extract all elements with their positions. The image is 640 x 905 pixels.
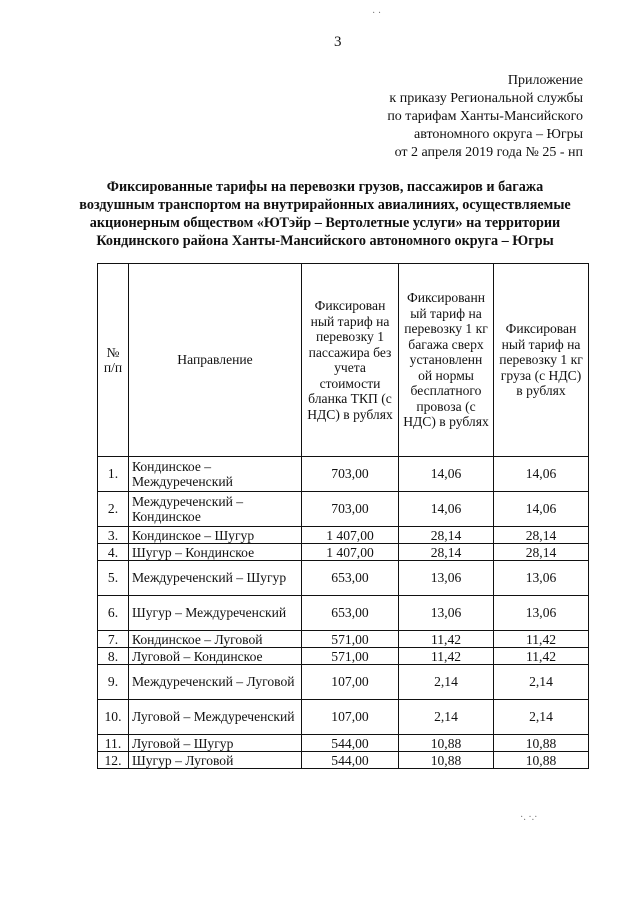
row-direction: Луговой – Междуреченский <box>129 700 302 735</box>
appendix-line: к приказу Региональной службы <box>389 91 583 106</box>
row-number: 5. <box>98 561 129 596</box>
appendix-line: по тарифам Ханты-Мансийского <box>387 109 583 124</box>
scan-mark: ·. ·.· <box>520 812 538 823</box>
row-direction: Шугур – Луговой <box>129 752 302 769</box>
row-direction: Междуреченский – Шугур <box>129 561 302 596</box>
row-number: 8. <box>98 648 129 665</box>
table-row <box>98 648 589 665</box>
row-passenger-tariff: 653,00 <box>302 561 399 596</box>
row-cargo-tariff: 11,42 <box>494 631 589 648</box>
row-passenger-tariff: 107,00 <box>302 665 399 700</box>
row-passenger-tariff: 703,00 <box>302 457 399 492</box>
row-cargo-tariff: 2,14 <box>494 665 589 700</box>
row-cargo-tariff: 14,06 <box>494 457 589 492</box>
title-line: воздушным транспортом на внутрирайонных авиалиниях, осуществляемые <box>79 197 571 213</box>
title-line: Фиксированные тарифы на перевозки грузов, пассажиров и багажа <box>106 179 544 195</box>
row-cargo-tariff: 28,14 <box>494 527 589 544</box>
header-direction: Направление <box>129 264 302 457</box>
title-line: акционерным обществом «ЮТэйр – Вертолетные услуги» на территории <box>89 215 561 231</box>
row-cargo-tariff: 13,06 <box>494 596 589 631</box>
row-passenger-tariff: 107,00 <box>302 700 399 735</box>
row-number: 1. <box>98 457 129 492</box>
row-passenger-tariff: 544,00 <box>302 735 399 752</box>
table-row <box>98 561 589 596</box>
appendix-header <box>387 72 583 162</box>
row-number: 9. <box>98 665 129 700</box>
appendix-line: от 2 апреля 2019 года № 25 - нп <box>394 145 583 160</box>
row-passenger-tariff: 571,00 <box>302 648 399 665</box>
row-passenger-tariff: 544,00 <box>302 752 399 769</box>
row-number: 11. <box>98 735 129 752</box>
row-number: 7. <box>98 631 129 648</box>
row-direction: Междуреченский – Кондинское <box>129 492 302 527</box>
document-title <box>60 178 590 250</box>
row-number: 10. <box>98 700 129 735</box>
table-row <box>98 527 589 544</box>
appendix-line: Приложение <box>507 73 583 88</box>
row-baggage-tariff: 2,14 <box>399 665 494 700</box>
row-number: 3. <box>98 527 129 544</box>
row-cargo-tariff: 11,42 <box>494 648 589 665</box>
header-cargo-tariff: Фиксирован ный тариф на перевозку 1 кг груза (с НДС) в рублях <box>494 264 589 457</box>
table-header-row <box>98 264 589 457</box>
title-line: Кондинского района Ханты-Мансийского автономного округа – Югры <box>96 233 554 249</box>
row-direction: Шугур – Кондинское <box>129 544 302 561</box>
row-cargo-tariff: 2,14 <box>494 700 589 735</box>
row-direction: Луговой – Шугур <box>129 735 302 752</box>
row-baggage-tariff: 11,42 <box>399 631 494 648</box>
row-number: 2. <box>98 492 129 527</box>
row-direction: Кондинское – Междуреченский <box>129 457 302 492</box>
row-baggage-tariff: 14,06 <box>399 457 494 492</box>
row-baggage-tariff: 28,14 <box>399 544 494 561</box>
row-number: 4. <box>98 544 129 561</box>
row-cargo-tariff: 14,06 <box>494 492 589 527</box>
tariff-table <box>97 263 589 769</box>
row-cargo-tariff: 13,06 <box>494 561 589 596</box>
row-passenger-tariff: 571,00 <box>302 631 399 648</box>
row-direction: Кондинское – Луговой <box>129 631 302 648</box>
row-cargo-tariff: 10,88 <box>494 735 589 752</box>
table-row <box>98 665 589 700</box>
row-cargo-tariff: 10,88 <box>494 752 589 769</box>
row-direction: Шугур – Междуреченский <box>129 596 302 631</box>
row-passenger-tariff: 703,00 <box>302 492 399 527</box>
row-baggage-tariff: 13,06 <box>399 561 494 596</box>
row-baggage-tariff: 14,06 <box>399 492 494 527</box>
table-row <box>98 544 589 561</box>
header-passenger-tariff: Фиксирован ный тариф на перевозку 1 пассажира без учета стоимости бланка ТКП (с НДС) в рублях <box>302 264 399 457</box>
table-row <box>98 457 589 492</box>
row-number: 12. <box>98 752 129 769</box>
table-row <box>98 700 589 735</box>
row-direction: Луговой – Кондинское <box>129 648 302 665</box>
row-baggage-tariff: 10,88 <box>399 735 494 752</box>
table-row <box>98 596 589 631</box>
row-passenger-tariff: 1 407,00 <box>302 527 399 544</box>
row-baggage-tariff: 2,14 <box>399 700 494 735</box>
row-cargo-tariff: 28,14 <box>494 544 589 561</box>
row-direction: Междуреченский – Луговой <box>129 665 302 700</box>
row-passenger-tariff: 653,00 <box>302 596 399 631</box>
table-body <box>98 457 589 769</box>
row-baggage-tariff: 10,88 <box>399 752 494 769</box>
row-baggage-tariff: 11,42 <box>399 648 494 665</box>
row-passenger-tariff: 1 407,00 <box>302 544 399 561</box>
row-baggage-tariff: 13,06 <box>399 596 494 631</box>
table-row <box>98 735 589 752</box>
table-row <box>98 492 589 527</box>
header-number: № п/п <box>98 264 129 457</box>
page-number: 3 <box>334 34 342 50</box>
table-row <box>98 631 589 648</box>
table-row <box>98 752 589 769</box>
header-baggage-tariff: Фиксированн ый тариф на перевозку 1 кг багажа сверх установленн ой нормы бесплатного провоза (с НДС) в рублях <box>399 264 494 457</box>
appendix-line: автономного округа – Югры <box>414 127 583 142</box>
row-number: 6. <box>98 596 129 631</box>
scan-mark: · · <box>372 8 382 19</box>
row-baggage-tariff: 28,14 <box>399 527 494 544</box>
row-direction: Кондинское – Шугур <box>129 527 302 544</box>
